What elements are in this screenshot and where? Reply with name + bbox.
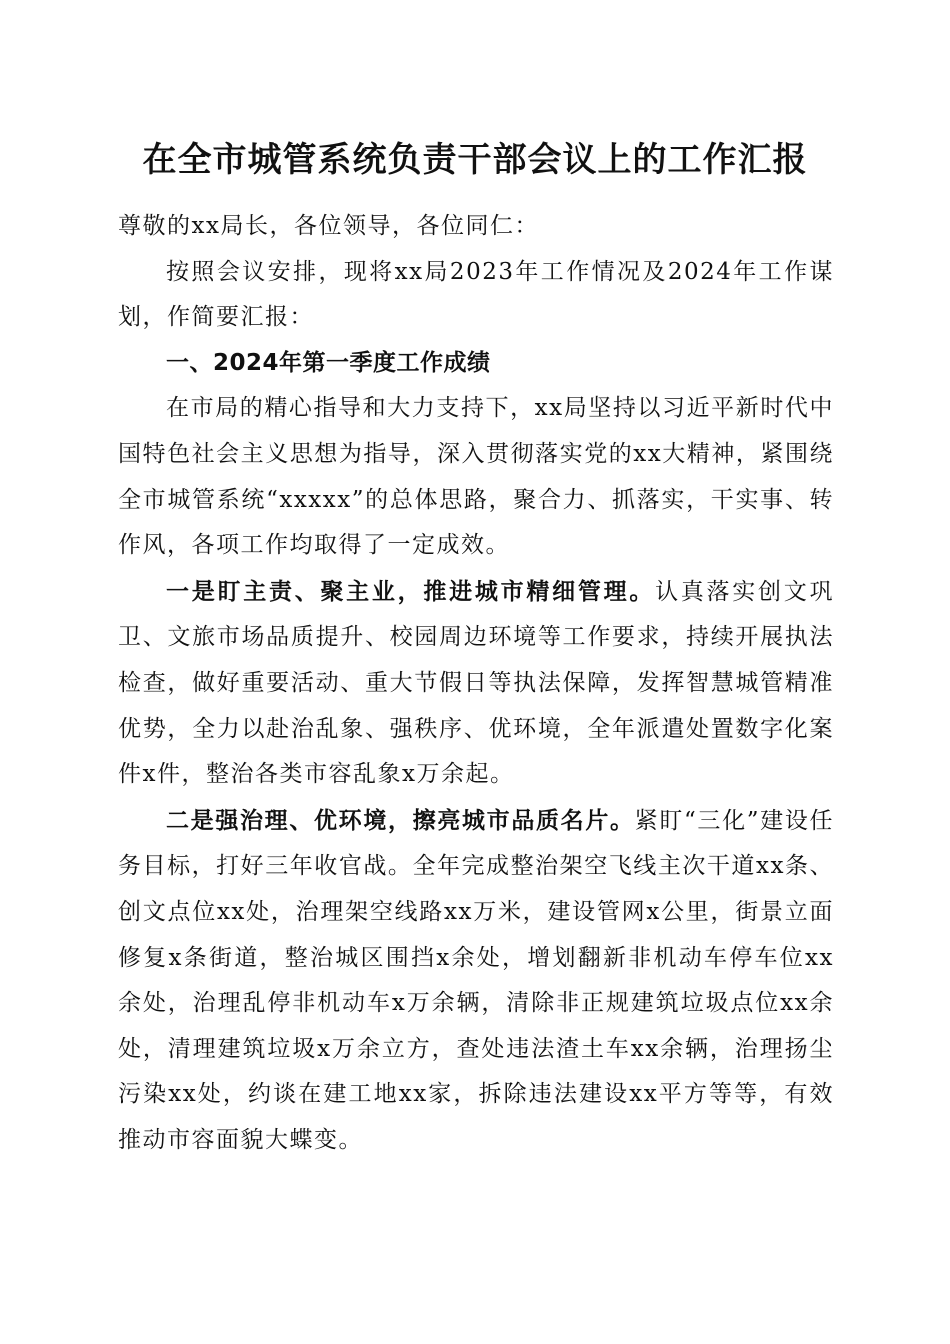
point-one-body: 认真落实创文巩卫、文旅市场品质提升、校园周边环境等工作要求，持续开展执法检查，做好重要活动、重大节假日等执法保障，发挥智慧城管精准优势，全力以赴治乱象、强秩序、优环境，全年派遣处置数字化案件x件，整治各类市容乱象x万余起。	[118, 578, 835, 788]
intro-paragraph: 按照会议安排，现将xx局2023年工作情况及2024年工作谋划，作简要汇报：	[118, 258, 834, 331]
document-title: 在全市城管系统负责干部会议上的工作汇报	[142, 140, 808, 180]
overview-paragraph: 在市局的精心指导和大力支持下，xx局坚持以习近平新时代中国特色社会主义思想为指导，深入贯彻落实党的xx大精神，紧围绕全市城管系统“xxxxx”的总体思路，聚合力、抓落实，干实事、转作风，各项工作均取得了一定成效。	[118, 395, 834, 559]
section-heading: 一、2024年第一季度工作成绩	[166, 349, 491, 376]
document-body	[118, 204, 834, 1163]
salutation: 尊敬的xx局长，各位领导，各位同仁：	[118, 213, 539, 239]
point-one-paragraph	[118, 569, 834, 798]
point-one-lead: 一是盯主责、聚主业，推进城市精细管理。	[166, 577, 656, 605]
point-two-body: 紧盯“三化”建设任务目标，打好三年收官战。全年完成整治架空飞线主次干道xx条、创文点位xx处，治理架空线路xx万米，建设管网x公里，街景立面修复x条街道，整治城区围挡x余处，增划翻新非机动车停车位xx余处，治理乱停非机动车x万余辆，清除非正规建筑垃圾点位xx余处，清理建筑垃圾x万余立方，查处违法渣土车xx余辆，治理扬尘污染xx处，约谈在建工地xx家，拆除违法建设xx平方等等，有效推动市容面貌大蝶变。	[118, 807, 834, 1153]
point-two-lead: 二是强治理、优环境，擦亮城市品质名片。	[166, 806, 635, 834]
point-two-paragraph	[118, 798, 834, 1164]
